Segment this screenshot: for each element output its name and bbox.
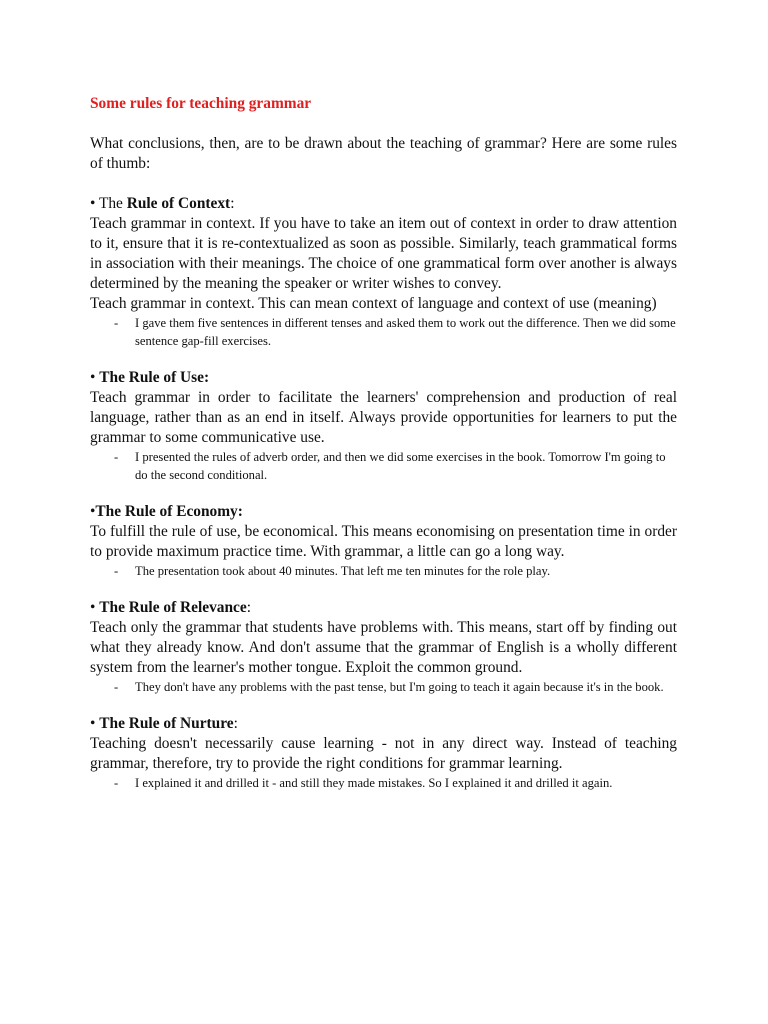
bullet: • The (90, 195, 127, 212)
rule-heading (90, 714, 677, 734)
bullet: • (90, 715, 100, 732)
section-rule-of-context (90, 194, 677, 350)
example-item (90, 562, 677, 580)
intro-paragraph: What conclusions, then, are to be drawn about the teaching of grammar? Here are some rules of thumb: (90, 135, 677, 172)
example-list (90, 678, 677, 696)
example-item (90, 448, 677, 484)
section-rule-of-economy (90, 502, 677, 580)
example-list (90, 774, 677, 792)
rule-paragraph: Teach grammar in context. This can mean context of language and context of use (meaning) (90, 295, 657, 312)
rule-name: The Rule of Relevance (99, 599, 247, 616)
rule-paragraph: Teach only the grammar that students have problems with. This means, start off by finding out what they already know. And don't assume that the grammar of English is a wholly different system from the learner's mother tongue. Exploit the common ground. (90, 619, 677, 676)
rule-heading (90, 502, 677, 522)
dash-marker: - (114, 680, 119, 694)
dash-marker: - (114, 316, 119, 330)
example-text: The presentation took about 40 minutes. That left me ten minutes for the role play. (135, 564, 551, 578)
bullet: • (90, 369, 100, 386)
bullet: • (90, 503, 96, 520)
example-text: I explained it and drilled it - and still they made mistakes. So I explained it and drilled it again. (135, 776, 613, 790)
example-list (90, 562, 677, 580)
example-text: I presented the rules of adverb order, and then we did some exercises in the book. Tomorrow I'm going to do the second conditional. (135, 450, 666, 482)
document-title: Some rules for teaching grammar (90, 95, 312, 112)
example-text: I gave them five sentences in different tenses and asked them to work out the difference. Then we did some sentence gap-fill exercises. (135, 316, 676, 348)
rule-name: The Rule of Economy: (95, 503, 243, 520)
rule-heading (90, 368, 677, 388)
example-text: They don't have any problems with the past tense, but I'm going to teach it again because it's in the book. (135, 680, 664, 694)
example-list (90, 448, 677, 484)
rule-heading (90, 598, 677, 618)
document-page (90, 94, 677, 810)
section-rule-of-use (90, 368, 677, 484)
rule-paragraph: Teaching doesn't necessarily cause learning - not in any direct way. Instead of teaching grammar, therefore, try to provide the right conditions for grammar learning. (90, 735, 677, 772)
rule-name: The Rule of Nurture (99, 715, 234, 732)
example-list (90, 314, 677, 350)
rule-paragraph: To fulfill the rule of use, be economical. This means economising on presentation time in order to provide maximum practice time. With grammar, a little can go a long way. (90, 523, 677, 560)
section-rule-of-relevance (90, 598, 677, 696)
rule-name: Rule of Context (126, 195, 231, 212)
example-item (90, 774, 677, 792)
rule-suffix: : (246, 599, 251, 616)
section-rule-of-nurture (90, 714, 677, 792)
dash-marker: - (114, 776, 119, 790)
dash-marker: - (114, 450, 119, 464)
dash-marker: - (114, 564, 119, 578)
rule-suffix: : (233, 715, 238, 732)
example-item (90, 678, 677, 696)
rule-name: The Rule of Use: (99, 369, 210, 386)
rule-paragraph: Teach grammar in order to facilitate the learners' comprehension and production of real language, rather than as an end in itself. Always provide opportunities for learners to put the grammar to some communicative use. (90, 389, 677, 446)
rule-heading (90, 194, 677, 214)
example-item (90, 314, 677, 350)
rule-paragraph: Teach grammar in context. If you have to take an item out of context in order to draw attention to it, ensure that it is re-contextualized as soon as possible. Similarly, teach grammatical forms in association with their meanings. The choice of one grammatical form over another is always determined by the meaning the speaker or writer wishes to convey. (90, 215, 677, 292)
bullet: • (90, 599, 100, 616)
rule-suffix: : (230, 195, 235, 212)
